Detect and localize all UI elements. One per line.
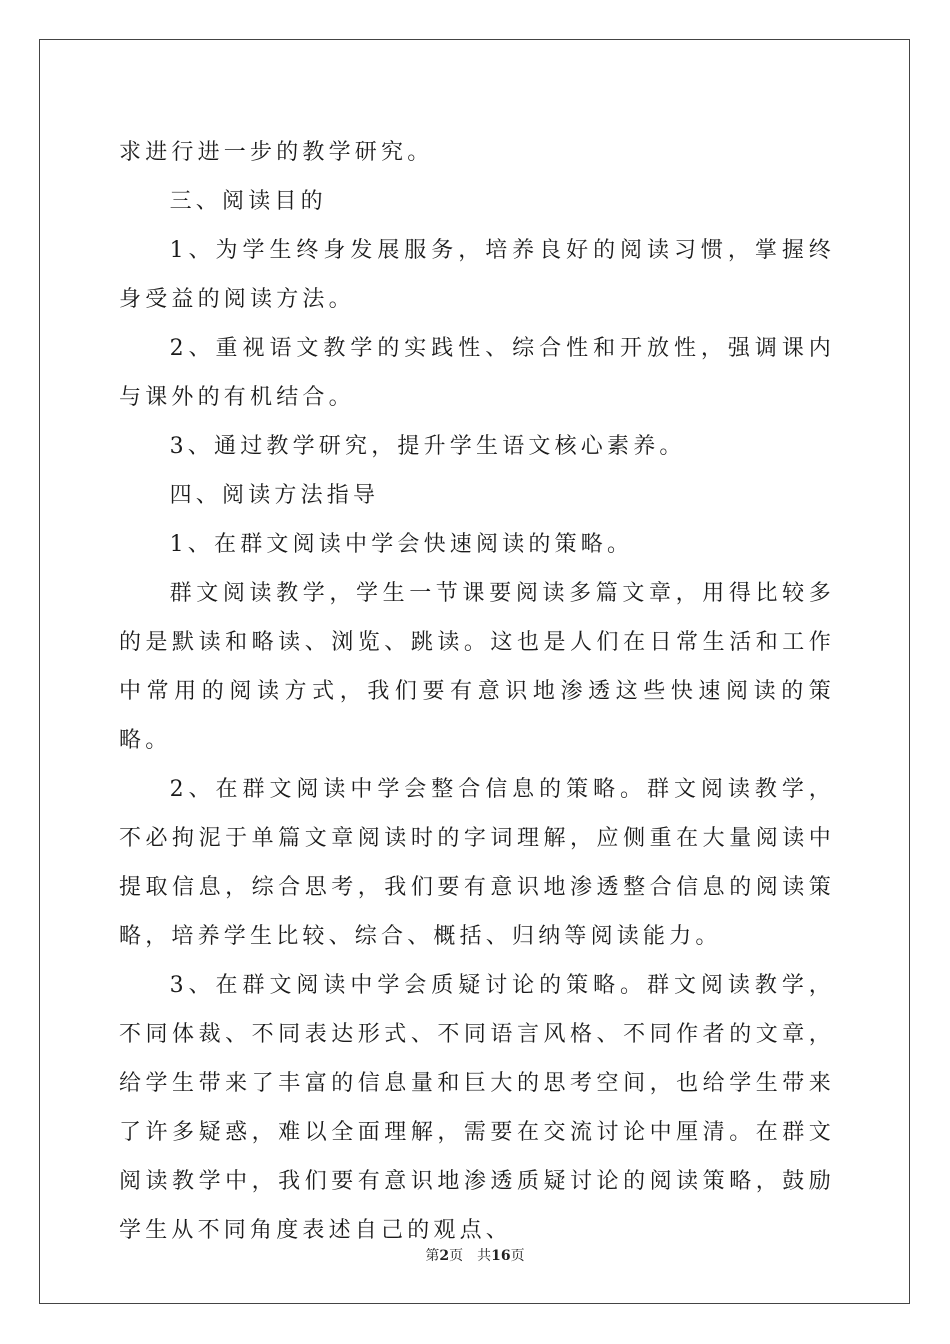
document-body (119, 128, 835, 1255)
paragraph-method-2: 2、在群文阅读中学会整合信息的策略。群文阅读教学，不必拘泥于单篇文章阅读时的字词理解，应侧重在大量阅读中提取信息，综合思考，我们要有意识地渗透整合信息的阅读策略，培养学生比较、综合、概括、归纳等阅读能力。 (119, 777, 835, 949)
paragraph-method-1-detail: 群文阅读教学，学生一节课要阅读多篇文章，用得比较多的是默读和略读、浏览、跳读。这也是人们在日常生活和工作中常用的阅读方式，我们要有意识地渗透这些快速阅读的策略。 (119, 581, 835, 753)
paragraph-goal-2: 2、重视语文教学的实践性、综合性和开放性，强调课内与课外的有机结合。 (119, 336, 835, 410)
paragraph-method-1: 1、在群文阅读中学会快速阅读的策略。 (169, 532, 634, 557)
paragraph-method-3: 3、在群文阅读中学会质疑讨论的策略。群文阅读教学，不同体裁、不同表达形式、不同语言风格、不同作者的文章，给学生带来了丰富的信息量和巨大的思考空间，也给学生带来了许多疑惑，难以全面理解，需要在交流讨论中厘清。在群文阅读教学中，我们要有意识地渗透质疑讨论的阅读策略，鼓励学生从不同角度表述自己的观点、 (119, 973, 835, 1243)
page-number-current: 2 (439, 1248, 450, 1264)
section-heading-reading-methods: 四、阅读方法指导 (169, 483, 380, 508)
paragraph-goal-1: 1、为学生终身发展服务，培养良好的阅读习惯，掌握终身受益的阅读方法。 (119, 238, 835, 312)
page-total-suffix: 页 (510, 1248, 525, 1264)
page-total-prefix: 共 (477, 1248, 492, 1264)
page-number-suffix: 页 (449, 1248, 464, 1264)
paragraph-continuation: 求进行进一步的教学研究。 (119, 140, 434, 165)
section-heading-reading-goals: 三、阅读目的 (169, 189, 327, 214)
page-footer (0, 1246, 950, 1266)
page-number-total: 16 (491, 1248, 511, 1264)
page-number-prefix: 第 (425, 1248, 440, 1264)
paragraph-goal-3: 3、通过教学研究，提升学生语文核心素养。 (169, 434, 686, 459)
